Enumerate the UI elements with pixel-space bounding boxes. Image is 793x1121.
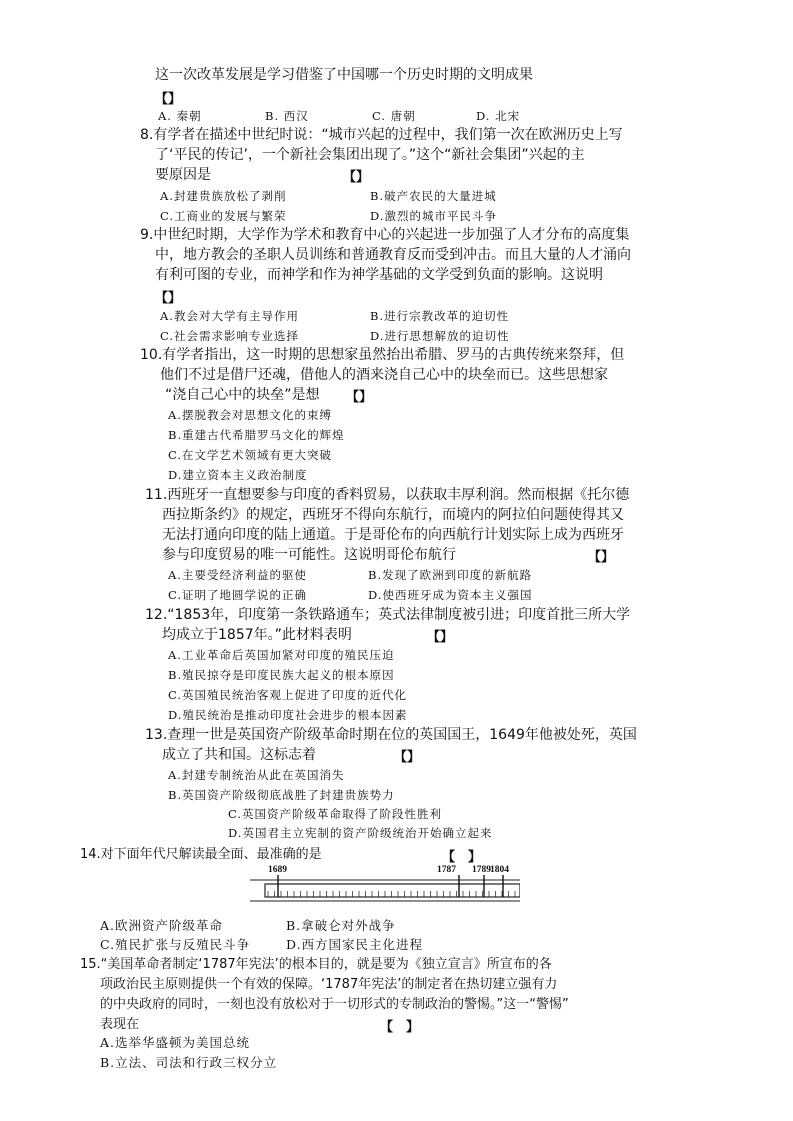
timeline-labels — [268, 865, 509, 875]
q12-stem-line-2: 均成立于1857年。”此材料表明 — [162, 627, 352, 643]
q13-option-a: A.封建专制统治从此在英国消失 — [168, 768, 345, 782]
q12-answer-bracket: 【】 — [427, 630, 454, 645]
q9-option-b: B.进行宗教改革的迫切性 — [370, 309, 510, 323]
q7-stem: 这一次改革发展是学习借鉴了中国哪一个历史时期的文明成果 — [155, 67, 533, 83]
timeline-ticks — [268, 875, 515, 897]
q15-stem-line-4: 表现在 — [100, 1017, 140, 1032]
q11-answer-bracket: 【】 — [588, 550, 615, 565]
q15-stem-line-2: 项政治民主原则提供一个有效的保障。‘1787年宪法’的制定者在热切建立强有力 — [100, 977, 558, 992]
q10-answer-bracket: 【】 — [346, 390, 373, 405]
q7-option-c: C. 唐朝 — [372, 109, 416, 123]
q7-option-b: B. 西汉 — [265, 109, 309, 123]
q13-option-b: B.英国资产阶级彻底战胜了封建贵族势力 — [168, 788, 395, 802]
q9-answer-bracket: 【】 — [155, 291, 182, 306]
q10-option-b: B.重建古代希腊罗马文化的辉煌 — [168, 428, 345, 442]
q11-stem-line-1: 11.西班牙一直想要参与印度的香料贸易，以获取丰厚利润。然而根据《托尔德 — [145, 487, 630, 503]
q8-stem-line-2: 了‘平民的传记’，一个新社会集团出现了。”这个“新社会集团”兴起的主 — [155, 147, 585, 163]
q15-answer-bracket: 【 】 — [380, 1020, 420, 1035]
q13-option-c: C.英国资产阶级革命取得了阶段性胜利 — [228, 807, 443, 821]
q8-stem-line-3: 要原因是 — [155, 167, 211, 183]
q15-stem-line-3: 的中央政府的同时，一刻也没有放松对于一切形式的专制政治的警惕。”这一“警惕” — [100, 997, 569, 1012]
q11-option-d: D.使西班牙成为资本主义强国 — [368, 588, 533, 602]
q13-stem-line-1: 13.查理一世是英国资产阶级革命时期在位的英国国王，1649年他被处死，英国 — [145, 727, 637, 743]
q9-stem-line-1: 9.中世纪时期，大学作为学术和教育中心的兴起进一步加强了人才分布的高度集 — [140, 227, 630, 243]
q10-option-c: C.在文学艺术领域有更大突破 — [168, 448, 333, 462]
q15-option-a: A.选举华盛顿为美国总统 — [100, 1035, 251, 1050]
q11-stem-line-4: 参与印度贸易的唯一可能性。这说明哥伦布航行 — [162, 547, 456, 563]
q13-option-d: D.英国君主立宪制的资产阶级统治开始确立起来 — [228, 826, 493, 840]
q11-option-c: C.证明了地圆学说的正确 — [168, 588, 308, 602]
q10-stem-line-3: “浇自己心中的块垒”是想 — [165, 387, 320, 403]
q12-option-b: B.殖民掠夺是印度民族大起义的根本原因 — [168, 668, 395, 682]
timeline-bar — [265, 884, 520, 897]
timeline-label-1789: 1789 — [472, 865, 491, 875]
q13-answer-bracket: 【】 — [394, 750, 421, 765]
q14-option-b: B.拿破仑对外战争 — [286, 918, 396, 933]
timeline-label-1787: 1787 — [437, 865, 456, 875]
q13-stem-line-2: 成立了共和国。这标志着 — [162, 747, 316, 763]
q10-stem-line-1: 10.有学者指出，这一时期的思想家虽然抬出希腊、罗马的古典传统来祭拜，但 — [140, 347, 625, 363]
q14-option-d: D.西方国家民主化进程 — [286, 937, 424, 952]
q8-option-c: C.工商业的发展与繁荣 — [160, 209, 287, 223]
q11-option-a: A.主要受经济利益的驱使 — [168, 568, 307, 582]
q10-option-a: A.摆脱教会对思想文化的束缚 — [168, 408, 332, 422]
q11-stem-line-3: 无法打通向印度的陆上通道。于是哥伦布的向西航行计划实际上成为西班牙 — [162, 527, 624, 543]
q11-stem-line-2: 西拉斯条约》的规定，西班牙不得向东航行，而境内的阿拉伯问题使得其又 — [162, 507, 624, 523]
q8-option-b: B.破产农民的大量进城 — [370, 189, 497, 203]
q11-option-b: B.发现了欧洲到印度的新航路 — [368, 568, 533, 582]
q15-stem-line-1: 15.“美国革命者制定‘1787年宪法’的根本目的，就是要为《独立宣言》所宣布的各 — [80, 957, 552, 972]
q10-option-d: D.建立资本主义政治制度 — [168, 468, 308, 482]
q12-option-c: C.英国殖民统治客观上促进了印度的近代化 — [168, 688, 408, 702]
q14-option-c: C.殖民扩张与反殖民斗争 — [100, 937, 251, 952]
q12-option-a: A.工业革命后英国加紧对印度的殖民压迫 — [168, 648, 395, 662]
q8-option-a: A.封建贵族放松了剥削 — [160, 189, 287, 203]
timeline-ruler — [250, 862, 520, 910]
q9-option-d: D.进行思想解放的迫切性 — [370, 329, 510, 343]
q14-stem: 14.对下面年代尺解读最全面、最准确的是 — [80, 847, 322, 862]
q10-stem-line-2: 他们不过是借尸还魂，借他人的酒来浇自己心中的块垒而已。这些思想家 — [160, 367, 608, 383]
q7-answer-bracket: 【】 — [155, 92, 182, 107]
q14-answer-bracket: 【 】 — [442, 850, 482, 865]
q9-option-a: A.教会对大学有主导作用 — [160, 309, 299, 323]
q8-answer-bracket: 【】 — [343, 170, 370, 185]
q12-stem-line-1: 12.“1853年，印度第一条铁路通车；英式法律制度被引进；印度首批三所大学 — [145, 607, 631, 623]
q15-option-b: B.立法、司法和行政三权分立 — [100, 1055, 278, 1070]
q9-stem-line-2: 中，地方教会的圣职人员训练和普通教育反而受到冲击。而且大量的人才涌向 — [155, 247, 631, 263]
q8-option-d: D.激烈的城市平民斗争 — [370, 209, 497, 223]
q7-option-a: A. 秦朝 — [158, 109, 202, 123]
q9-option-c: C.社会需求影响专业选择 — [160, 329, 300, 343]
timeline-label-1689: 1689 — [268, 865, 287, 875]
q12-option-d: D.殖民统治是推动印度社会进步的根本因素 — [168, 708, 408, 722]
q7-option-d: D. 北宋 — [476, 109, 521, 123]
q9-stem-line-3: 有利可图的专业，而神学和作为神学基础的文学受到负面的影响。这说明 — [155, 267, 603, 283]
q14-option-a: A.欧洲资产阶级革命 — [100, 918, 224, 933]
q8-stem-line-1: 8.有学者在描述中世纪时说：“城市兴起的过程中，我们第一次在欧洲历史上写 — [140, 127, 623, 143]
timeline-label-1804: 1804 — [490, 865, 509, 875]
